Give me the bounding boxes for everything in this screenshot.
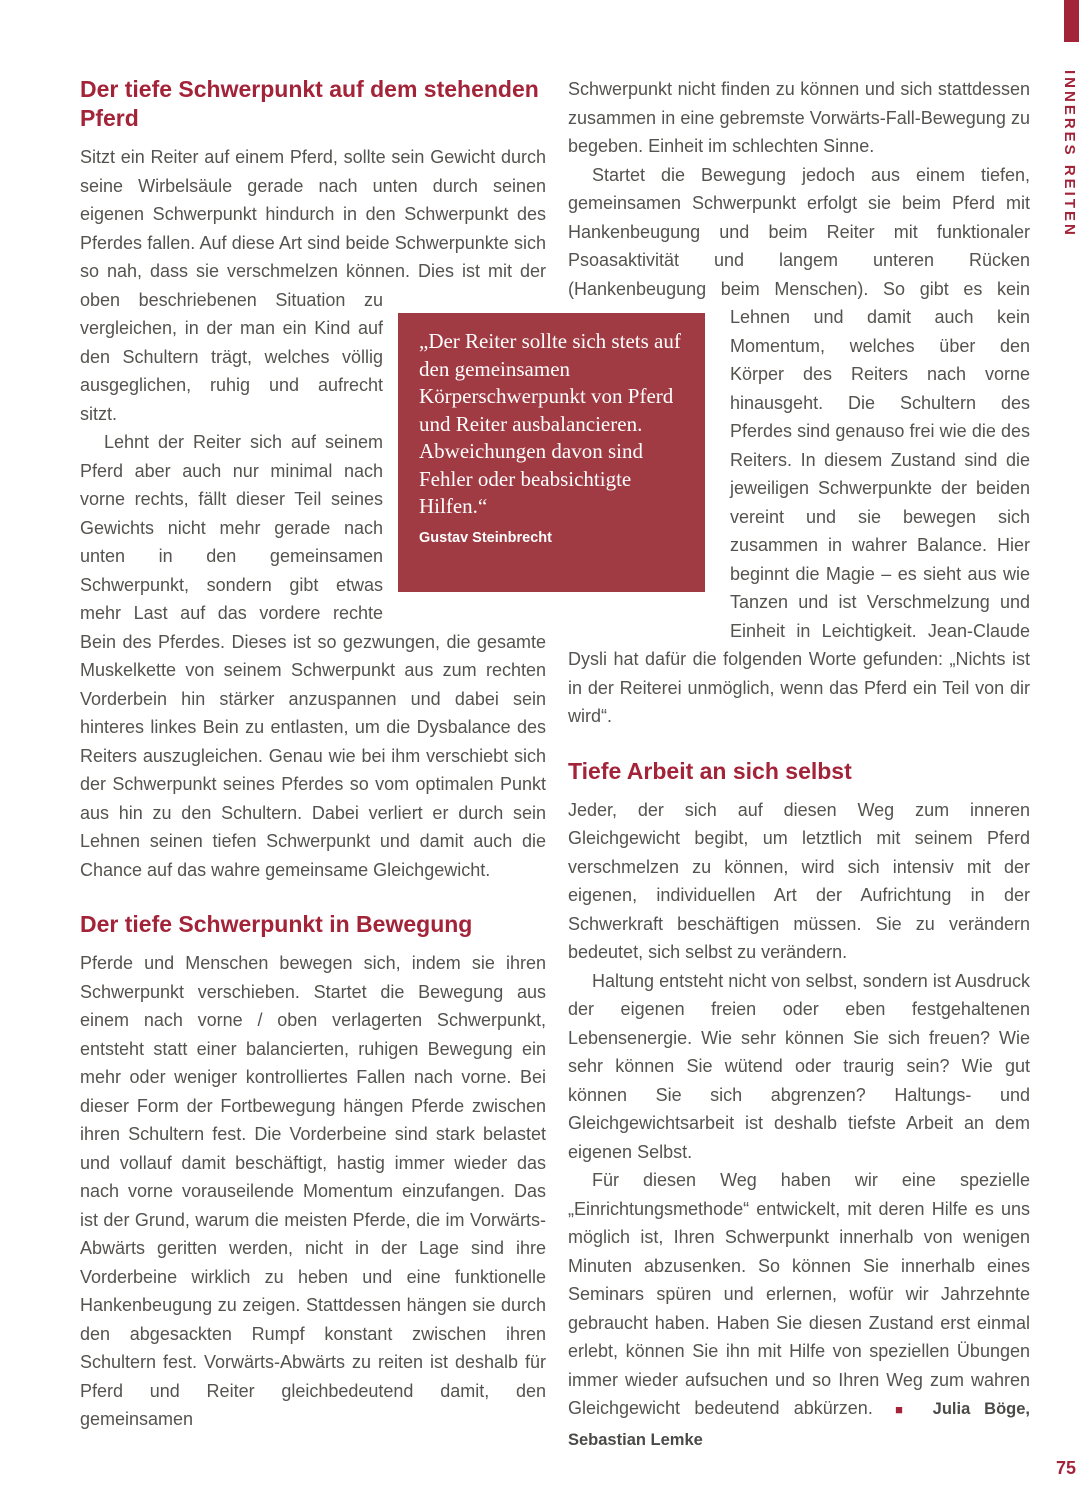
paragraph: Pferde und Menschen bewegen sich, indem sie ihren Schwerpunkt verschieben. Startet die Bewegung aus einem nach vorne / oben verlagerten Schwerpunkt, entsteht statt einer balancierten, ruhigen Bewegung ein mehr oder weniger kontrolliertes Fallen nach vorne. Bei dieser Form der Fortbewegung hängen Pferde zwischen ihren Schultern fest. Die Vorderbeine sind stark belastet und vollauf damit beschäftigt, hastig immer wieder das nach vorne vorauseilende Momentum einzufangen. Das ist der Grund, warum die meisten Pferde, die im Vorwärts-Abwärts geritten werden, nicht in der Lage sind ihre Vorderbeine wirklich zu heben und eine funktionelle Hankenbeugung zu zeigen. Stattdessen hängen sie durch den abgesackten Rumpf konstant zwischen ihren Schultern fest. Vorwärts-Abwärts zu reiten ist deshalb für Pferd und Reiter gleichbedeutend damit, den gemeinsamen: [80, 953, 546, 1429]
paragraph: Startet die Bewegung jedoch aus einem tiefen, gemeinsamen Schwerpunkt erfolgt sie beim Pferd mit Hankenbeugung und beim Reiter mit funktionaler Psoasaktivität und langem unteren Rücken (Hankenbeugung beim Menschen). So gibt es kein Lehnen und damit auch kein Momentum, welches über den Körper des Reiters nach vorne hinausgeht. Die Schultern des Pferdes sind genauso frei wie die des Reiters. In diesem Zustand sind die jeweiligen Schwerpunkte der beiden vereint und sie bewegen sich zusammen in wahrer Balance. Hier beginnt die Magie – es sieht aus wie Tanzen und ist Verschmelzung und Einheit in Leichtigkeit. Jean-Claude Dysli hat dafür die folgenden Worte gefunden: „Nichts ist in der Reiterei unmöglich, wenn das Pferd ein Teil von dir wird“.: [568, 164, 1030, 726]
pull-quote-box: [398, 313, 705, 592]
section-heading-movement: Der tiefe Schwerpunkt in Bewegung: [80, 911, 473, 937]
paragraph: Lehnt der Reiter sich auf seinem Pferd aber auch nur minimal nach vorne rechts, fällt dieser Teil seines Gewichts nicht mehr gerade nach unten in den gemeinsamen Schwerpunkt, sondern gibt etwas mehr Last auf das vordere rechte Bein des Pferdes. Dieses ist so gezwungen, die gesamte Muskelkette von seinem Schwerpunkt aus zum rechten Vorderbein hin stärker anzuspannen und dabei sein hinteres linkes Bein zu entlasten, um die Dysbalance des Reiters auszugleichen. Genau wie bei ihm verschiebt sich der Schwerpunkt seines Pferdes so vom optimalen Punkt aus hin zu den Schultern. Dabei verliert er durch sein Lehnen seinen tiefen Schwerpunkt und damit auch die Chance auf das wahre gemeinsame Gleichgewicht.: [80, 432, 546, 880]
paragraph: Sitzt ein Reiter auf einem Pferd, sollte sein Gewicht durch seine Wirbelsäule gerade nach unten durch seinen eigenen Schwerpunkt hindurch in den Schwerpunkt des Pferdes fallen. Auf diese Art sind beide Schwerpunkte sich so nah, dass sie verschmelzen können. Dies ist mit der oben beschriebenen Situation zu vergleichen, in der man ein Kind auf den Schultern trägt, welches völlig ausgeglichen, ruhig und aufrecht sitzt.: [80, 147, 546, 424]
pull-quote-text: „Der Reiter sollte sich stets auf den gemeinsamen Körperschwerpunkt von Pferd und Reiter ausbalancieren. Abweichungen davon sind Fehler oder beabsichtigte Hilfen.“: [419, 329, 681, 518]
paragraph: Schwerpunkt nicht finden zu können und sich stattdessen zusammen in eine gebremste Vorwärts-Fall-Bewegung zu begeben. Einheit im schlechten Sinne.: [568, 79, 1030, 156]
pull-quote-author: Gustav Steinbrecht: [419, 529, 552, 546]
section-heading-deep-work: Tiefe Arbeit an sich selbst: [568, 757, 852, 784]
section-label-vertical: INNERES REITEN: [1061, 70, 1078, 238]
byline: Julia Böge, Sebastian Lemke: [568, 1400, 1030, 1449]
paragraph: Haltung entsteht nicht von selbst, sondern ist Ausdruck der eigenen freien oder eben festgehaltenen Lebensenergie. Wie sehr können Sie sich freuen? Wie sehr können Sie wütend oder traurig sein? Wie gut können Sie sich abgrenzen? Haltungs- und Gleichgewichtsarbeit ist deshalb tiefste Arbeit an dem eigenen Selbst.: [568, 970, 1030, 1162]
section-heading-standing-horse: Der tiefe Schwerpunkt auf dem stehenden Pferd: [80, 76, 539, 131]
page-number: 75: [1056, 1458, 1077, 1478]
byline-square-icon: ■: [895, 1402, 913, 1417]
article-column-left: [80, 75, 546, 1434]
paragraph: Jeder, der sich auf diesen Weg zum inneren Gleichgewicht begibt, um letztlich mit seinem Pferd verschmelzen zu können, wird sich intensiv mit der eigenen, individuellen Art der Aufrichtung in der Schwerkraft beschäftigen müssen. Sie zu verändern bedeutet, sich selbst zu verändern.: [568, 799, 1030, 962]
paragraph-text: Für diesen Weg haben wir eine spezielle „Einrichtungsmethode“ entwickelt, mit deren Hilfe es uns möglich ist, Ihren Schwerpunkt innerhalb von wenigen Minuten abzusenken. So können Sie innerhalb eines Seminars spüren und erlernen, wofür wir Jahrzehnte gebraucht haben. Haben Sie diesen Zustand erst einmal erlebt, können Sie ihn mit Hilfe von speziellen Übungen immer wieder aufsuchen und so Ihren Weg zum wahren Gleichgewicht bedeutend abkürzen.: [568, 1170, 1030, 1418]
article-column-right: [568, 75, 1030, 1454]
paragraph: [568, 1166, 1030, 1454]
section-marker-bar: [1064, 0, 1079, 42]
